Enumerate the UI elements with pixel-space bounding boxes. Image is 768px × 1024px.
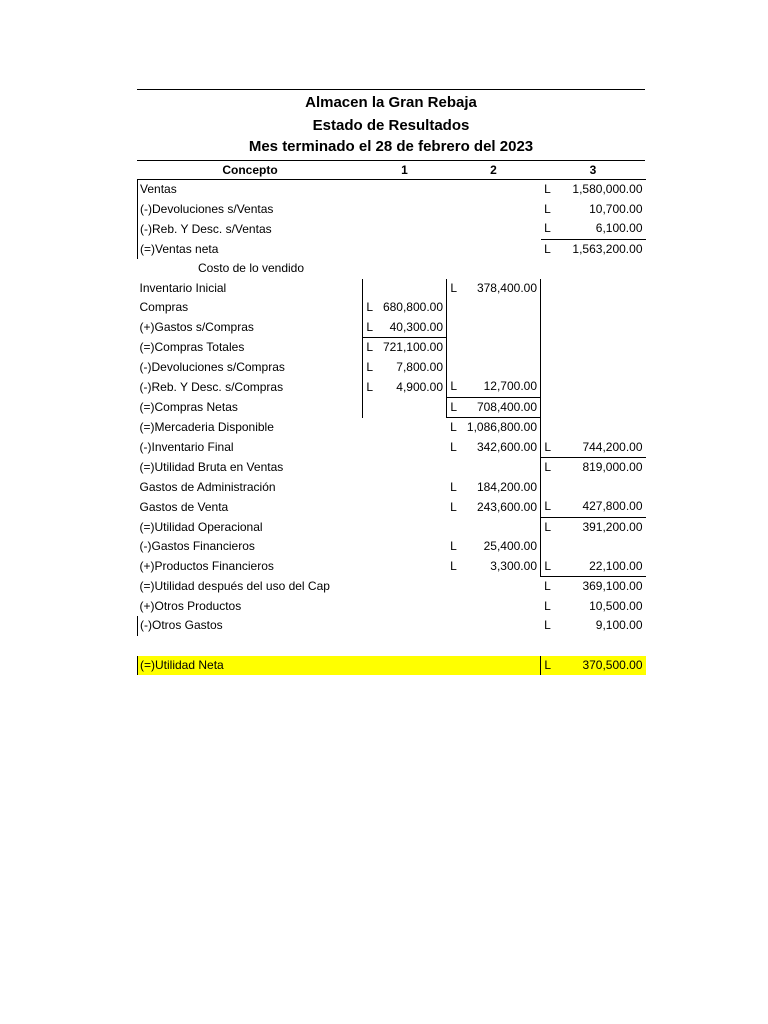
company-name: Almacen la Gran Rebaja: [305, 94, 477, 111]
currency-symbol: [363, 259, 377, 279]
amount-col-3: 369,100.00: [555, 577, 646, 597]
currency-symbol: L: [541, 577, 555, 597]
amount-col-3: 9,100.00: [595, 618, 643, 633]
statement-period: Mes terminado el 28 de febrero del 2023: [137, 137, 645, 161]
row-label: Ventas: [138, 180, 363, 200]
currency-symbol: L: [450, 379, 458, 394]
statement-row: [138, 418, 646, 438]
row-label: (+)Gastos s/Compras: [138, 318, 363, 338]
currency-symbol: L: [366, 300, 374, 315]
row-label: (-)Gastos Financieros: [139, 539, 255, 554]
statement-row: [138, 458, 646, 478]
currency-symbol: L: [544, 598, 551, 613]
net-income-amount: 370,500.00: [555, 656, 646, 676]
row-label: (+)Otros Productos: [139, 598, 242, 613]
currency-symbol: L: [366, 379, 374, 394]
currency-symbol: [447, 298, 461, 318]
amount-col-1: 721,100.00: [377, 338, 447, 358]
row-label: (-)Devoluciones s/Ventas: [138, 200, 363, 220]
amount-col-2: [461, 616, 541, 636]
amount-col-2: 378,400.00: [461, 279, 541, 299]
amount-col-3: [555, 537, 646, 557]
amount-col-3: 391,200.00: [555, 517, 646, 537]
statement-row: [138, 239, 646, 259]
amount-col-2: [461, 458, 541, 478]
amount-col-1: [377, 517, 447, 537]
currency-symbol: [541, 318, 555, 338]
row-label: (=)Utilidad Operacional: [139, 519, 263, 534]
amount-col-2: [461, 577, 541, 597]
currency-symbol: L: [544, 439, 552, 454]
amount-col-1: 40,300.00: [377, 318, 447, 338]
statement-row: [138, 438, 646, 458]
currency-symbol: [363, 537, 377, 557]
statement-row: [138, 497, 646, 517]
row-label: (-)Devoluciones s/Compras: [138, 358, 363, 378]
currency-symbol: [541, 418, 555, 438]
row-label: Gastos de Administración: [139, 479, 276, 494]
amount-col-1: [377, 438, 447, 458]
currency-symbol: L: [450, 499, 457, 514]
row-label: (=)Compras Netas: [138, 397, 363, 418]
amount-col-3: [555, 397, 646, 418]
spacer-row: [138, 636, 646, 656]
currency-symbol: L: [544, 182, 551, 197]
amount-col-1: 7,800.00: [377, 358, 447, 378]
amount-col-2: 25,400.00: [461, 537, 541, 557]
statement-row: [138, 298, 646, 318]
statement-row: [138, 478, 646, 498]
currency-symbol: [363, 517, 377, 537]
row-label: (-)Reb. Y Desc. s/Ventas: [138, 219, 363, 239]
currency-symbol: [447, 358, 461, 378]
amount-col-2: 342,600.00: [461, 438, 541, 458]
header-col-2: 2: [447, 161, 541, 180]
statement-row: [138, 318, 646, 338]
row-label: (=)Mercaderia Disponible: [139, 420, 274, 434]
amount-col-3: 6,100.00: [595, 221, 643, 236]
amount-col-3: 1,580,000.00: [572, 182, 643, 197]
currency-symbol: [541, 279, 555, 299]
currency-symbol: [363, 219, 377, 239]
currency-symbol: [363, 180, 377, 200]
amount-col-1: [377, 577, 447, 597]
amount-col-2: [461, 259, 541, 279]
currency-symbol: L: [544, 201, 551, 216]
row-label: (-)Otros Gastos: [138, 616, 363, 636]
currency-symbol: [447, 200, 461, 220]
currency-symbol: L: [450, 479, 457, 494]
blank-cell: [447, 656, 461, 676]
amount-col-2: [461, 200, 541, 220]
amount-col-2: 184,200.00: [461, 478, 541, 498]
row-label: (=)Utilidad Bruta en Ventas: [139, 460, 284, 474]
currency-symbol: [363, 279, 377, 299]
currency-symbol: [363, 239, 377, 259]
blank-cell: [363, 656, 377, 676]
currency-symbol: [541, 338, 555, 358]
amount-col-1: [377, 478, 447, 498]
amount-col-3: [555, 279, 646, 299]
statement-row: [138, 279, 646, 299]
currency-symbol: [447, 597, 461, 617]
amount-col-3: 10,500.00: [589, 598, 643, 613]
amount-col-1: [377, 180, 447, 200]
currency-symbol: L: [363, 338, 377, 358]
currency-symbol: L: [541, 458, 555, 478]
currency-symbol: [363, 497, 377, 517]
currency-symbol: [447, 458, 461, 478]
amount-col-2: [461, 219, 541, 239]
amount-col-2: [461, 597, 541, 617]
statement-row: [138, 597, 646, 617]
currency-symbol: [541, 298, 555, 318]
currency-symbol: [447, 180, 461, 200]
currency-symbol: L: [541, 517, 555, 537]
statement-row: [138, 537, 646, 557]
amount-col-1: [377, 219, 447, 239]
currency-symbol: L: [544, 558, 552, 573]
amount-col-3: [555, 298, 646, 318]
statement-row: [138, 377, 646, 397]
row-label: Costo de lo vendido: [197, 261, 305, 276]
currency-symbol: [447, 259, 461, 279]
column-header-row: [138, 161, 646, 180]
header-col-3: 3: [541, 161, 646, 180]
currency-symbol: [363, 478, 377, 498]
amount-col-2: [461, 517, 541, 537]
currency-symbol: [447, 239, 461, 259]
net-income-label: (=)Utilidad Neta: [138, 656, 363, 676]
amount-col-2: 243,600.00: [461, 497, 541, 517]
statement-row: [138, 358, 646, 378]
amount-col-2: [461, 358, 541, 378]
amount-col-1: [377, 557, 447, 577]
net-income-row: [138, 656, 646, 676]
amount-col-1: [377, 279, 447, 299]
currency-symbol: [541, 478, 555, 498]
currency-symbol: [363, 557, 377, 577]
currency-symbol: L: [366, 359, 374, 374]
statement-row: [138, 397, 646, 418]
currency-symbol: [363, 616, 377, 636]
amount-col-2: 3,300.00: [461, 557, 541, 577]
currency-symbol: L: [544, 499, 552, 514]
income-statement: [137, 89, 645, 675]
amount-col-2: [461, 338, 541, 358]
currency-symbol: [541, 358, 555, 378]
amount-col-3: [555, 377, 646, 397]
amount-col-3: 744,200.00: [582, 439, 643, 454]
amount-col-3: 1,563,200.00: [555, 239, 646, 259]
currency-symbol: L: [541, 656, 555, 676]
amount-col-2: [461, 239, 541, 259]
amount-col-1: 680,800.00: [377, 298, 447, 318]
amount-col-1: [377, 259, 447, 279]
amount-col-3: [555, 478, 646, 498]
amount-col-1: [377, 616, 447, 636]
statement-row: [138, 180, 646, 200]
currency-symbol: L: [447, 418, 461, 438]
amount-col-3: 22,100.00: [589, 558, 643, 573]
row-label: Compras: [138, 298, 363, 318]
amount-col-1: [377, 239, 447, 259]
currency-symbol: L: [544, 221, 551, 236]
blank-cell: [461, 656, 541, 676]
amount-col-2: [461, 180, 541, 200]
amount-col-3: [555, 418, 646, 438]
statement-table: [137, 161, 646, 675]
amount-col-3: 819,000.00: [555, 458, 646, 478]
amount-col-1: [377, 497, 447, 517]
amount-col-1: [377, 418, 447, 438]
currency-symbol: [363, 458, 377, 478]
row-label: (=)Ventas neta: [138, 239, 363, 259]
currency-symbol: [363, 438, 377, 458]
spacer-cell: [138, 636, 646, 656]
statement-row: [138, 219, 646, 239]
amount-col-2: [461, 298, 541, 318]
currency-symbol: [541, 397, 555, 418]
amount-col-1: [377, 597, 447, 617]
currency-symbol: [447, 577, 461, 597]
amount-col-3: 427,800.00: [582, 499, 643, 514]
amount-col-1: 4,900.00: [377, 377, 447, 397]
amount-col-1: [377, 200, 447, 220]
row-label: Inventario Inicial: [138, 279, 363, 299]
row-label: Gastos de Venta: [139, 499, 229, 514]
currency-symbol: [541, 377, 555, 397]
row-label: (=)Compras Totales: [138, 338, 363, 358]
amount-col-2: 1,086,800.00: [461, 418, 541, 438]
currency-symbol: L: [447, 397, 461, 418]
currency-symbol: L: [450, 280, 458, 295]
statement-row: [138, 259, 646, 279]
statement-row: [138, 338, 646, 358]
header-concept: Concepto: [138, 161, 363, 180]
statement-row: [138, 517, 646, 537]
statement-row: [138, 577, 646, 597]
currency-symbol: [447, 318, 461, 338]
currency-symbol: [447, 517, 461, 537]
amount-col-2: 708,400.00: [461, 397, 541, 418]
currency-symbol: [541, 537, 555, 557]
currency-symbol: [363, 597, 377, 617]
statement-row: [138, 616, 646, 636]
currency-symbol: [447, 219, 461, 239]
amount-col-3: [555, 338, 646, 358]
amount-col-3: [555, 318, 646, 338]
currency-symbol: L: [541, 239, 555, 259]
currency-symbol: [363, 418, 377, 438]
header-col-1: 1: [363, 161, 447, 180]
amount-col-1: [377, 537, 447, 557]
statement-row: [138, 557, 646, 577]
currency-symbol: [363, 200, 377, 220]
blank-cell: [377, 656, 447, 676]
currency-symbol: L: [450, 539, 457, 554]
currency-symbol: L: [544, 618, 551, 633]
currency-symbol: L: [450, 440, 457, 454]
amount-col-1: [377, 397, 447, 418]
currency-symbol: [447, 338, 461, 358]
amount-col-2: 12,700.00: [461, 377, 541, 397]
statement-row: [138, 200, 646, 220]
currency-symbol: L: [366, 319, 374, 334]
currency-symbol: [363, 577, 377, 597]
row-label: (-)Inventario Final: [139, 440, 234, 454]
top-rule: [137, 89, 645, 90]
row-label: (=)Utilidad después del uso del Cap: [139, 579, 330, 593]
amount-col-1: [377, 458, 447, 478]
amount-col-2: [461, 318, 541, 338]
currency-symbol: L: [450, 559, 457, 573]
row-label: (+)Productos Financieros: [139, 559, 274, 573]
row-label: (-)Reb. Y Desc. s/Compras: [138, 377, 363, 397]
statement-title: Estado de Resultados: [312, 117, 470, 134]
currency-symbol: [363, 397, 377, 418]
currency-symbol: [447, 616, 461, 636]
amount-col-3: [555, 358, 646, 378]
amount-col-3: [555, 259, 646, 279]
amount-col-3: 10,700.00: [589, 201, 643, 216]
currency-symbol: [541, 259, 555, 279]
